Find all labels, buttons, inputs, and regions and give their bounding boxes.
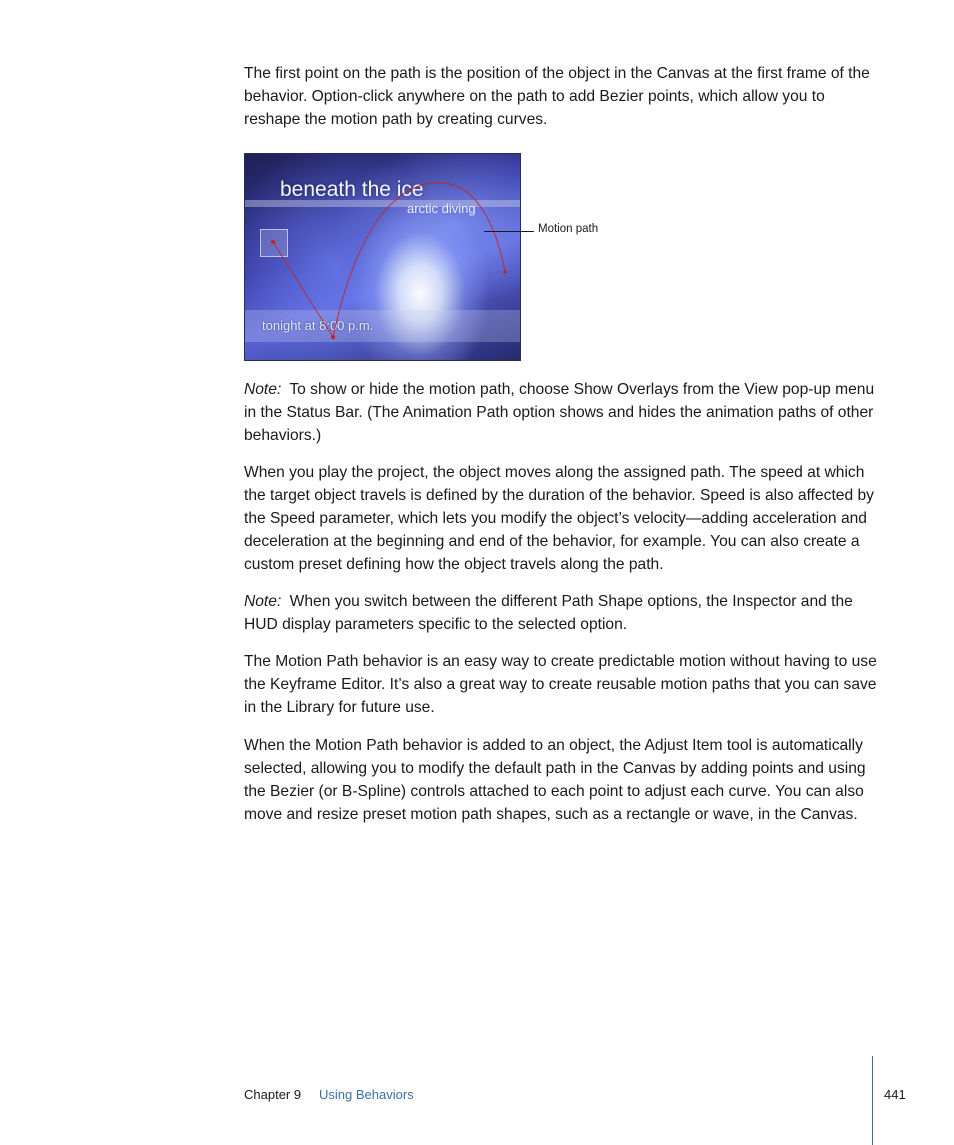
motion-path-overlay (245, 154, 520, 360)
note-path-shape (244, 590, 880, 636)
note-text: When you switch between the different Path Shape options, the Inspector and the HUD display parameters specific to the selected option. (244, 593, 853, 633)
figure-subtitle-text: arctic diving (407, 201, 476, 216)
paragraph-motion-path-benefits: The Motion Path behavior is an easy way to create predictable motion without having to use the Keyframe Editor. It’s also a great way to create reusable motion paths that you can save in the Library for future use. (244, 653, 877, 716)
footer-divider (872, 1056, 873, 1145)
note-show-overlays (244, 378, 880, 447)
note-label: Note: (244, 381, 282, 398)
motion-path-start-point (271, 240, 275, 244)
canvas-figure (244, 153, 521, 361)
page-number: 441 (884, 1087, 906, 1102)
figure-bottom-text: tonight at 8:00 p.m. (262, 318, 374, 333)
note-text: To show or hide the motion path, choose Show Overlays from the View pop-up menu in the Status Bar. (The Animation Path option shows and hides the animation paths of other behaviors.) (244, 381, 875, 444)
paragraph-play-project: When you play the project, the object moves along the assigned path. The speed at which the target object travels is defined by the duration of the behavior. Speed is also affected by the Speed parameter, which lets you modify the object’s velocity—adding acceleration and deceleration at the beginning and end of the behavior, for example. You can also create a custom preset defining how the object travels along the path. (244, 464, 874, 573)
paragraph-first-point: The first point on the path is the position of the object in the Canvas at the first frame of the behavior. Option-click anywhere on the path to add Bezier points, which allow you to reshape the motion path by creating curves. (244, 65, 870, 128)
motion-path-line (273, 242, 333, 337)
callout-leader-line (484, 231, 534, 232)
motion-path-end-point (503, 270, 506, 273)
callout-label: Motion path (538, 223, 599, 235)
motion-path-curve (333, 183, 505, 337)
motion-path-bezier-point (331, 335, 335, 339)
footer-chapter: Chapter 9 (244, 1087, 302, 1102)
paragraph-adjust-item: When the Motion Path behavior is added to an object, the Adjust Item tool is automatically selected, allowing you to modify the default path in the Canvas by adding points and using the Bezier (or B-Spline) controls attached to each point to adjust each curve. You can also move and resize preset motion path shapes, such as a rectangle or wave, in the Canvas. (244, 737, 866, 823)
figure-title-text: beneath the ice (280, 178, 424, 201)
note-label: Note: (244, 593, 282, 610)
footer-section-link[interactable]: Using Behaviors (319, 1087, 414, 1102)
